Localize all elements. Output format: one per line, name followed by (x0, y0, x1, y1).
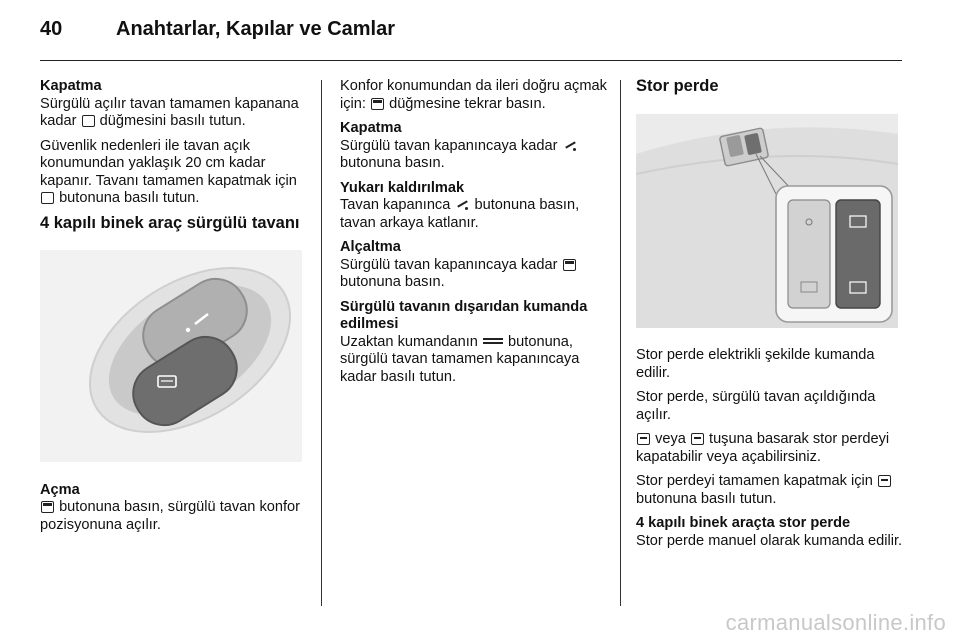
roof-open-icon (371, 98, 384, 110)
roof-tilt-icon (563, 140, 577, 152)
column-divider-1 (321, 80, 322, 606)
guvenlik-paragraph: Güvenlik nedenleri ile tavan açık konumundan yaklaşık 20 cm kadar kapanır. Tavanı tamamen kapatmak için butonuna basılı tutun. (40, 137, 297, 206)
stor-p4: Stor perdeyi tamamen kapatmak için butonuna basılı tutun. (636, 473, 904, 508)
alcaltma-heading: Alçaltma (340, 239, 401, 255)
roof-open-icon (41, 501, 54, 513)
roof-open-icon (563, 259, 576, 271)
roof-closed-icon (82, 115, 95, 127)
yukari-paragraph: Tavan kapanınca butonuna basın, tavan arkaya katlanır. (340, 197, 580, 231)
sunroof-switch-illustration (40, 250, 302, 462)
yukari-heading: Yukarı kaldırılmak (340, 179, 465, 196)
acma-heading: Açma (40, 481, 80, 498)
column-1 (40, 78, 308, 541)
header-divider (40, 60, 902, 61)
roof-closed-icon (41, 192, 54, 204)
stor-p1: Stor perde elektrikli şekilde kumanda edilir. (636, 347, 875, 381)
blind-open-icon (691, 433, 704, 445)
acma-paragraph: butonuna basın, sürgülü tavan konfor pozisyonuna açılır. (40, 499, 301, 533)
page-number: 40 (40, 18, 63, 40)
roof-tilt-icon (455, 199, 469, 211)
chapter-title: Anahtarlar, Kapılar ve Camlar (116, 18, 396, 40)
blind-switch-illustration (636, 114, 898, 328)
kapatma2-paragraph: Sürgülü tavan kapanıncaya kadar butonuna basın. (340, 138, 610, 173)
column-3 (636, 78, 904, 557)
page-header (40, 18, 395, 48)
kapatma-paragraph: Sürgülü açılır tavan tamamen kapanana kadar düğmesini basılı tutun. (40, 95, 299, 129)
remote-bar-icon (483, 338, 503, 344)
column-divider-2 (620, 80, 621, 606)
alcaltma-paragraph: Sürgülü tavan kapanıncaya kadar butonuna basın. (340, 257, 610, 292)
stor-p3: veya tuşuna basarak stor perdeyi kapatabilir veya açabilirsiniz. (636, 431, 890, 465)
disaridan-paragraph: Uzaktan kumandanın butonuna, sürgülü tavan tamamen kapanıncaya kadar basılı tutun. (340, 333, 580, 385)
section-heading-sunroof: 4 kapılı binek araç sürgülü tavanı (40, 213, 300, 232)
intro-paragraph: Konfor konumundan da ileri doğru açmak için: düğmesine tekrar basın. (340, 78, 607, 112)
column-2 (340, 78, 610, 393)
stor-section-heading: 4 kapılı binek araçta stor perde (636, 515, 851, 531)
disaridan-heading: Sürgülü tavanın dışarıdan kumanda edilmesi (340, 298, 588, 332)
kapatma2-heading: Kapatma (340, 120, 402, 136)
blind-close-icon (637, 433, 650, 445)
stor-perde-heading: Stor perde (636, 77, 719, 95)
blind-close-icon (878, 475, 891, 487)
kapatma-heading: Kapatma (40, 78, 102, 94)
watermark: carmanualsonline.info (725, 610, 946, 635)
stor-p5: Stor perde manuel olarak kumanda edilir. (636, 532, 903, 549)
stor-p2: Stor perde, sürgülü tavan açıldığında açılır. (636, 389, 876, 423)
